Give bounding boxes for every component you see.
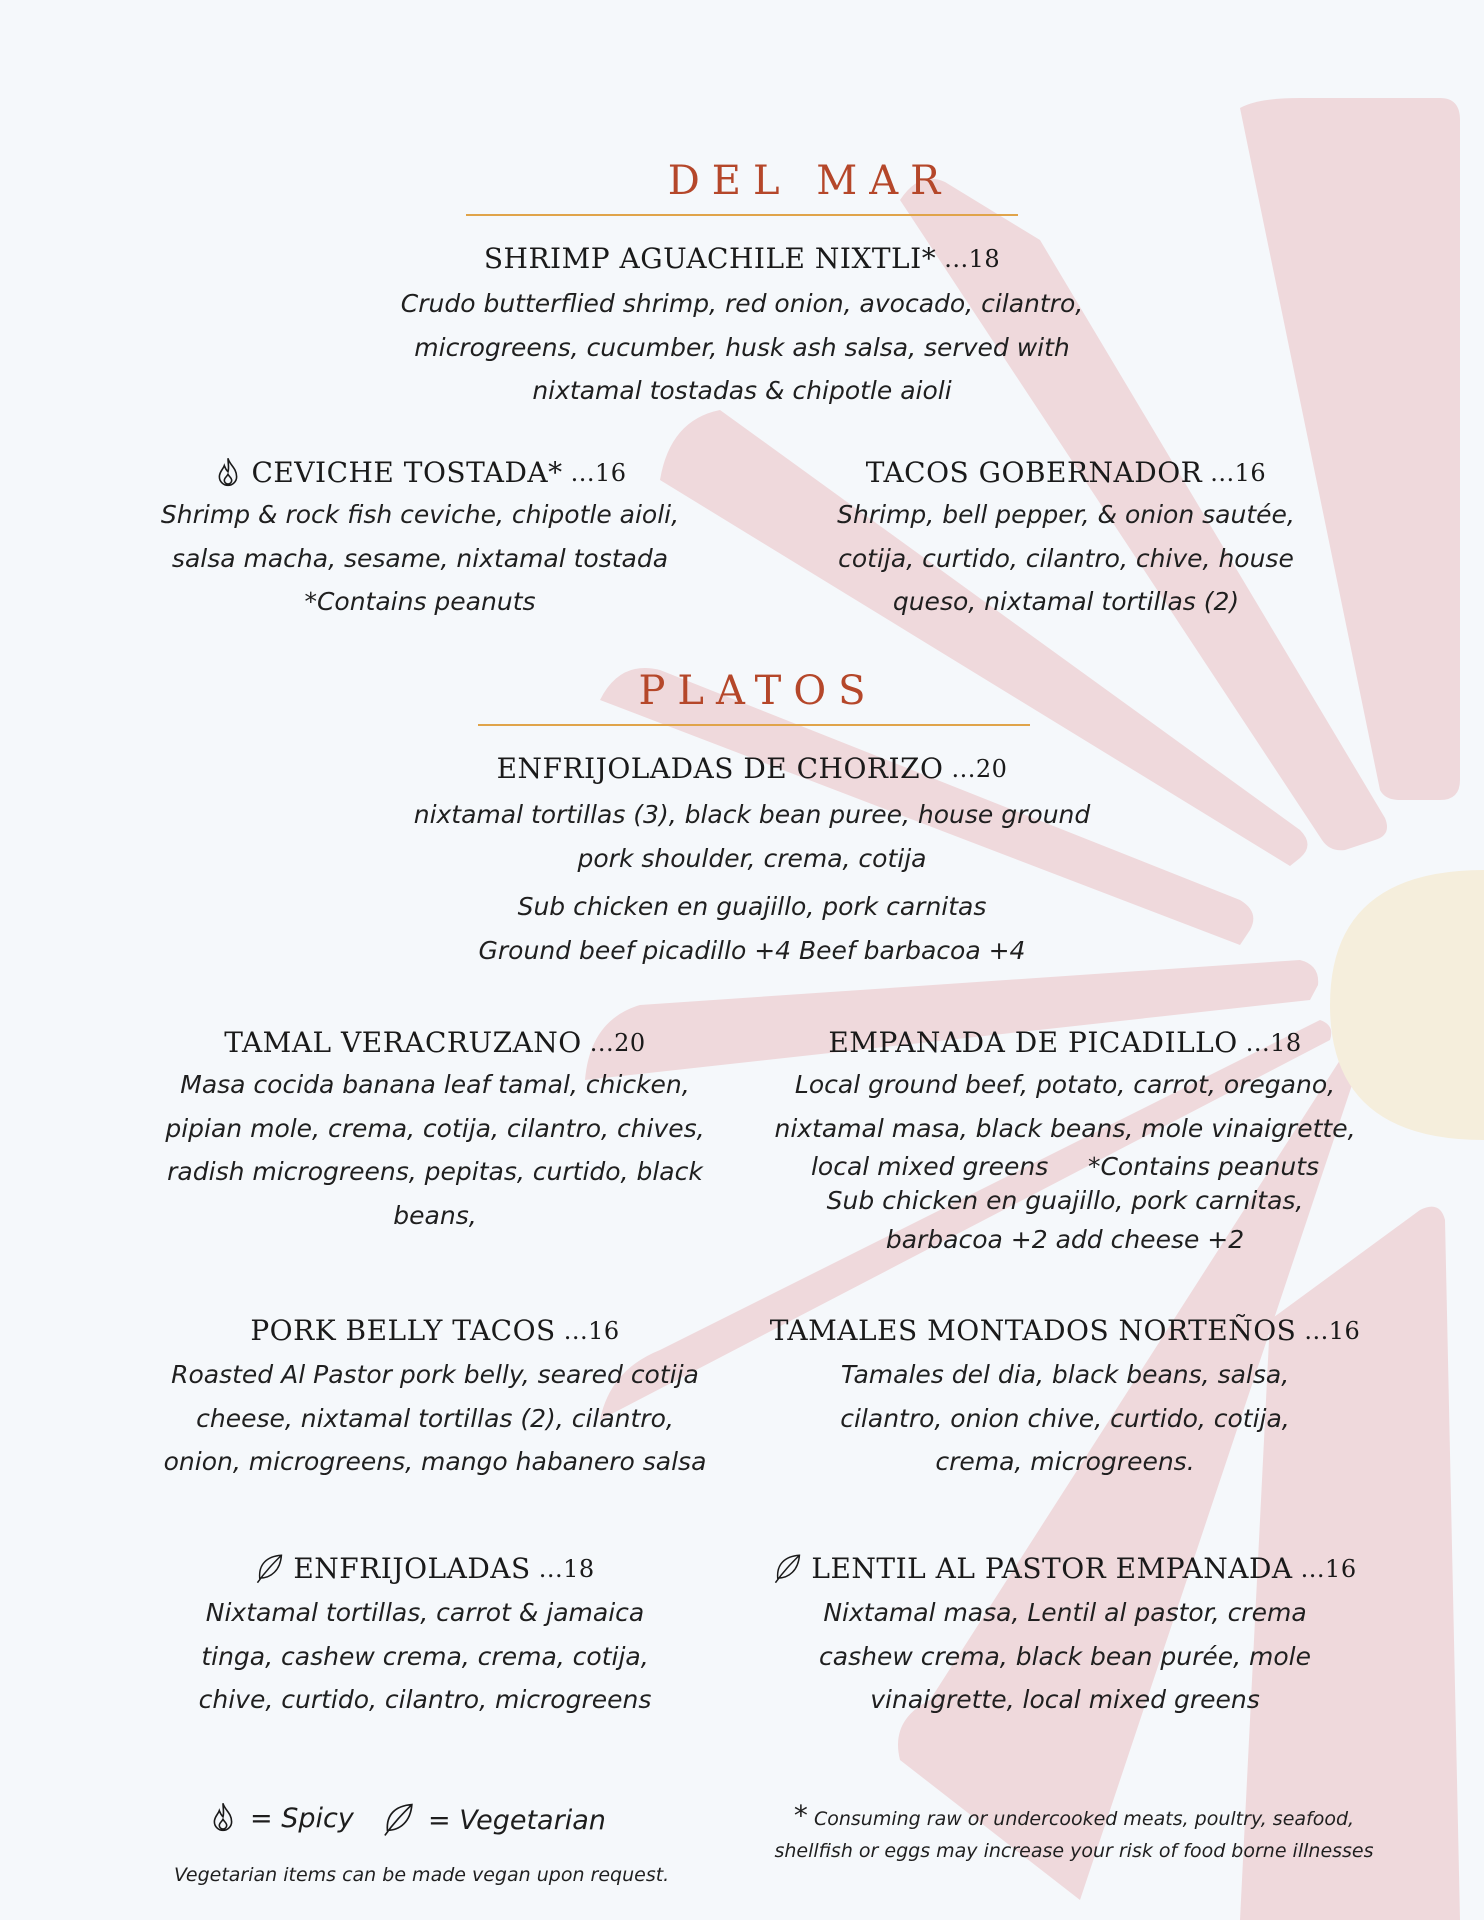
legend-spicy-label: = Spicy <box>250 1802 354 1834</box>
leaf-icon <box>255 1553 285 1585</box>
item-name: TACOS GOBERNADOR <box>865 456 1203 489</box>
item-name: TAMAL VERACRUZANO <box>224 1026 582 1059</box>
item-name: CEVICHE TOSTADA* <box>251 456 563 489</box>
item-description: Nixtamal tortillas, carrot & jamaica tinga, cashew crema, crema, cotija, chive, curtido, cilantro, microgreens <box>198 1598 652 1714</box>
legend-spicy <box>208 1802 354 1834</box>
item-name: ENFRIJOLADAS <box>293 1552 531 1585</box>
disclaimer-line-1: Consuming raw or undercooked meats, poultry, seafood, <box>807 1808 1355 1830</box>
item-name: LENTIL AL PASTOR EMPANADA <box>811 1552 1293 1585</box>
item-description: Nixtamal masa, Lentil al pastor, crema cashew crema, black bean purée, mole vinaigrette, local mixed greens <box>819 1598 1311 1714</box>
legend-vegetarian <box>382 1802 606 1838</box>
item-name: SHRIMP AGUACHILE NIXTLI* <box>483 242 937 275</box>
disclaimer-line-2: shellfish or eggs may increase your risk of food borne illnesses <box>774 1840 1374 1862</box>
section-title-platos: PLATOS <box>638 668 878 714</box>
menu-item-tamal-veracruzano <box>125 1026 745 1237</box>
item-price: ...16 <box>570 458 627 487</box>
menu-item-enfrijoladas-de-chorizo <box>350 752 1154 972</box>
item-name: TAMALES MONTADOS NORTEÑOS <box>769 1314 1297 1347</box>
item-name: ENFRIJOLADAS DE CHORIZO <box>496 752 944 785</box>
item-price: ...20 <box>951 754 1008 783</box>
item-description: Masa cocida banana leaf tamal, chicken, pipian mole, crema, cotija, cilantro, chives, radish microgreens, pepitas, curtido, black beans, <box>165 1070 705 1230</box>
item-price: ...16 <box>1210 458 1267 487</box>
leaf-icon <box>382 1802 416 1838</box>
item-description: Tamales del dia, black beans, salsa, cilantro, onion chive, curtido, cotija, crema, microgreens. <box>840 1360 1290 1476</box>
item-name: PORK BELLY TACOS <box>250 1314 556 1347</box>
section-divider <box>466 214 1018 216</box>
section-title-del-mar: DEL MAR <box>667 158 953 204</box>
menu-item-empanada-de-picadillo <box>735 1026 1395 1262</box>
vegan-note: Vegetarian items can be made vegan upon request. <box>174 1864 670 1886</box>
menu-item-ceviche-tostada <box>130 456 710 624</box>
item-description: Crudo butterflied shrimp, red onion, avocado, cilantro, microgreens, cucumber, husk ash salsa, served with nixtamal tostadas & chipotle aioli <box>400 289 1084 405</box>
menu-item-lentil-al-pastor-empanada <box>735 1552 1395 1722</box>
item-price: ...18 <box>538 1554 595 1583</box>
flame-icon <box>208 1802 238 1834</box>
legend-vegetarian-label: = Vegetarian <box>428 1804 606 1836</box>
item-description: Shrimp, bell pepper, & onion sautée, cotija, curtido, cilantro, chive, house queso, nixtamal tortillas (2) <box>837 500 1295 616</box>
item-price: ...18 <box>1245 1028 1302 1057</box>
section-divider <box>478 724 1030 726</box>
item-description: Roasted Al Pastor pork belly, seared cotija cheese, nixtamal tortillas (2), cilantro, onion, microgreens, mango habanero salsa <box>163 1360 707 1476</box>
item-name: EMPANADA DE PICADILLO <box>828 1026 1238 1059</box>
item-price: ...16 <box>563 1316 620 1345</box>
menu-item-tamales-montados-nortenos <box>735 1314 1395 1484</box>
menu-item-shrimp-aguachile <box>340 242 1144 413</box>
item-description: nixtamal tortillas (3), black bean puree, house ground pork shoulder, crema, cotija Sub chicken en guajillo, pork carnitas Ground beef picadillo +4 Beef barbacoa +4 <box>413 800 1091 965</box>
item-price: ...16 <box>1304 1316 1361 1345</box>
menu-item-enfrijoladas <box>125 1552 725 1722</box>
item-description: Shrimp & rock fish ceviche, chipotle aioli, salsa macha, sesame, nixtamal tostada *Contains peanuts <box>160 500 680 616</box>
menu-item-pork-belly-tacos <box>125 1314 745 1484</box>
asterisk-mark: * <box>793 1799 808 1832</box>
flame-icon <box>213 457 243 489</box>
menu-item-tacos-gobernador <box>766 456 1366 624</box>
item-price: ...18 <box>944 244 1001 273</box>
item-price: ...16 <box>1300 1554 1357 1583</box>
item-price: ...20 <box>589 1028 646 1057</box>
item-description: Local ground beef, potato, carrot, oregano, nixtamal masa, black beans, mole vinaigrette, local mixed greens *Contains peanuts Sub chicken en guajillo, pork carnitas, barbacoa +2 add cheese +2 <box>774 1070 1356 1254</box>
food-safety-disclaimer <box>774 1800 1374 1867</box>
leaf-icon <box>773 1553 803 1585</box>
